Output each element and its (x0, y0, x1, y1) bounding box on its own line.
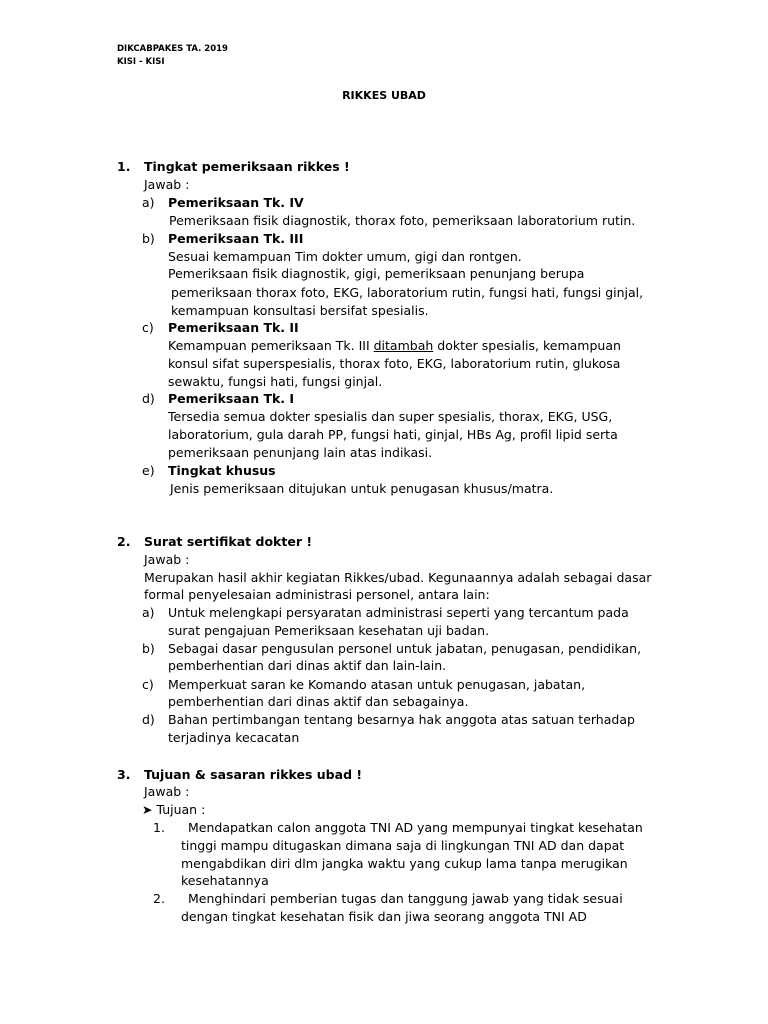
q2-item-c-label: c) (142, 677, 154, 692)
q2-intro-line: Merupakan hasil akhir kegiatan Rikkes/ubad. Kegunaannya adalah sebagai dasar (144, 570, 652, 585)
q2-item-a-label: a) (142, 605, 155, 620)
q1-item-b-line: pemeriksaan thorax foto, EKG, laboratorium rutin, fungsi hati, fungsi ginjal, (171, 285, 644, 300)
q1-item-b-line: Pemeriksaan fisik diagnostik, gigi, pemeriksaan penunjang berupa (168, 266, 585, 281)
header-line-1: DIKCABPAKES TA. 2019 (117, 44, 228, 54)
q2-item-d-line: terjadinya kecacatan (168, 730, 300, 745)
q1-item-b-line: Sesuai kemampuan Tim dokter umum, gigi dan rontgen. (168, 249, 522, 264)
q2-item-b-line: pemberhentian dari dinas aktif dan lain-lain. (168, 658, 447, 673)
q1-item-b-label: b) (142, 231, 155, 246)
q3-item-1-line: mengabdikan diri dlm jangka waktu yang cukup lama tanpa merugikan (181, 856, 628, 871)
q1-item-c-text-post: dokter spesialis, kemampuan (433, 338, 621, 353)
q1-item-a-label: a) (142, 195, 155, 210)
q1-item-d-line: pemeriksaan penunjang lain atas indikasi. (168, 445, 433, 460)
q2-item-a-line: surat pengajuan Pemeriksaan kesehatan uji badan. (168, 623, 490, 638)
q2-item-d-line: Bahan pertimbangan tentang besarnya hak anggota atas satuan terhadap (168, 712, 635, 727)
q1-item-c-text-pre: Kemampuan pemeriksaan Tk. III (168, 338, 374, 353)
page-title: RIKKES UBAD (342, 89, 426, 102)
q1-item-d-label: d) (142, 391, 155, 406)
q1-item-c-head: Pemeriksaan Tk. II (168, 320, 299, 335)
q2-item-d-label: d) (142, 712, 155, 727)
arrow-bullet-icon: ➤ (142, 802, 153, 817)
q2-number: 2. (117, 534, 131, 549)
q1-item-d-head: Pemeriksaan Tk. I (168, 391, 295, 406)
q1-item-c-line: konsul sifat superspesialis, thorax foto, EKG, laboratorium rutin, glukosa (168, 356, 621, 371)
q3-tujuan-label: Tujuan : (156, 802, 206, 817)
q1-item-b-line: kemampuan konsultasi bersifat spesialis. (171, 303, 429, 318)
q3-item-2-line: Menghindari pemberian tugas dan tanggung jawab yang tidak sesuai (188, 891, 623, 906)
q1-item-c-line: sewaktu, fungsi hati, fungsi ginjal. (168, 374, 383, 389)
q2-item-b-line: Sebagai dasar pengusulan personel untuk jabatan, penugasan, pendidikan, (168, 641, 642, 656)
q3-number: 3. (117, 767, 131, 782)
q2-item-a-line: Untuk melengkapi persyaratan administrasi seperti yang tercantum pada (168, 605, 629, 620)
q1-item-e-label: e) (142, 463, 155, 478)
q3-item-2-label: 2. (153, 891, 165, 906)
q1-jawab: Jawab : (144, 177, 190, 192)
q3-jawab: Jawab : (144, 784, 190, 799)
q1-item-d-line: laboratorium, gula darah PP, fungsi hati, ginjal, HBs Ag, profil lipid serta (168, 427, 618, 442)
q1-item-c-line (168, 338, 621, 354)
q3-tujuan (142, 802, 205, 818)
q1-item-c-underlined-word: ditambah (373, 338, 434, 353)
q2-intro-line: formal penyelesaian administrasi personel, antara lain: (144, 587, 490, 602)
q2-jawab: Jawab : (144, 552, 190, 567)
q1-question: Tingkat pemeriksaan rikkes ! (144, 159, 350, 174)
q1-item-a-head: Pemeriksaan Tk. IV (168, 195, 304, 210)
q1-item-b-head: Pemeriksaan Tk. III (168, 231, 304, 246)
q3-item-1-line: Mendapatkan calon anggota TNI AD yang mempunyai tingkat kesehatan (188, 820, 643, 835)
q2-item-c-line: Memperkuat saran ke Komando atasan untuk penugasan, jabatan, (168, 677, 586, 692)
q3-item-1-line: tinggi mampu ditugaskan dimana saja di lingkungan TNI AD dan dapat (181, 838, 625, 853)
q1-item-d-line: Tersedia semua dokter spesialis dan super spesialis, thorax, EKG, USG, (168, 409, 613, 424)
q3-item-1-label: 1. (153, 820, 165, 835)
q1-number: 1. (117, 159, 131, 174)
q2-item-b-label: b) (142, 641, 155, 656)
q3-item-2-line: dengan tingkat kesehatan fisik dan jiwa seorang anggota TNI AD (181, 909, 587, 924)
q2-question: Surat sertifikat dokter ! (144, 534, 313, 549)
q3-item-1-line: kesehatannya (181, 873, 269, 888)
q1-item-e-head: Tingkat khusus (168, 463, 276, 478)
q1-item-a-line: Pemeriksaan fisik diagnostik, thorax foto, pemeriksaan laboratorium rutin. (169, 213, 636, 228)
header-line-2: KISI - KISI (117, 57, 165, 67)
q3-question: Tujuan & sasaran rikkes ubad ! (144, 767, 363, 782)
q2-item-c-line: pemberhentian dari dinas aktif dan sebagainya. (168, 694, 469, 709)
q1-item-c-label: c) (142, 320, 154, 335)
q1-item-e-line: Jenis pemeriksaan ditujukan untuk penugasan khusus/matra. (170, 481, 554, 496)
